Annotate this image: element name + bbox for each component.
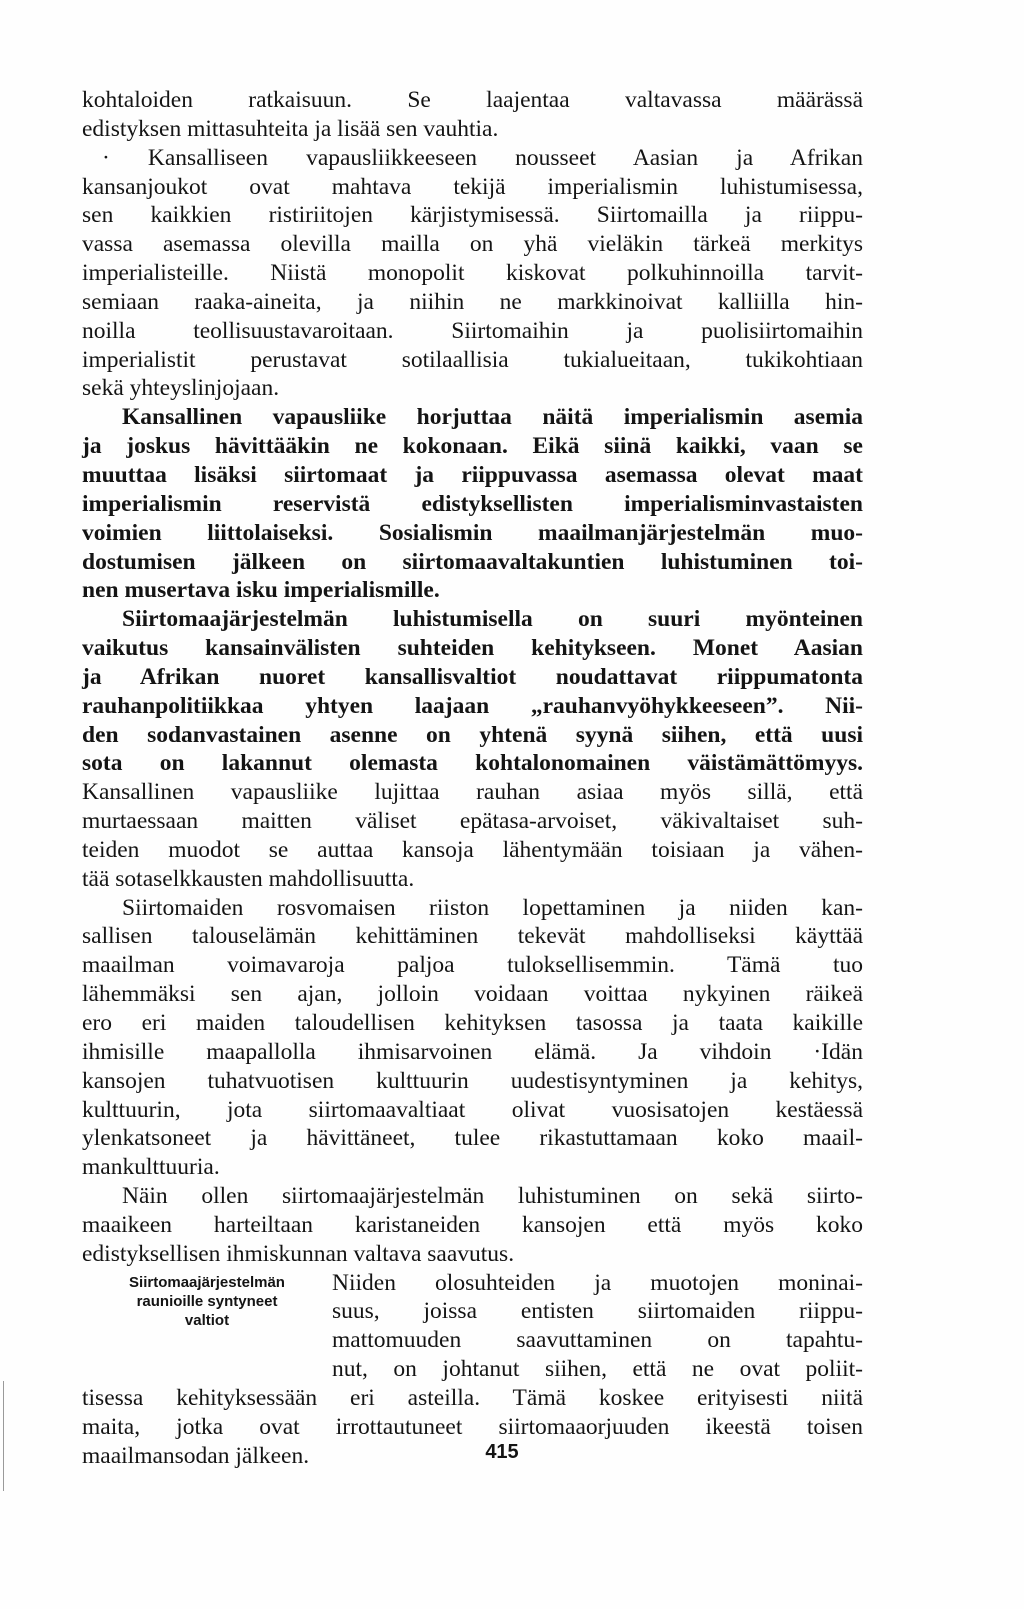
text-line: edistyksen mittasuhteita ja lisää sen vauhtia.	[82, 115, 499, 142]
text-line: kansojen tuhatvuotisen kulttuurin uudestisyntyminen ja kehitys,	[82, 1067, 863, 1094]
text-line: teiden muodot se auttaa kansoja lähentymään toisiaan ja vähen-	[82, 836, 863, 863]
text-line: maaikeen harteiltaan karistaneiden kansojen että myös koko	[82, 1211, 863, 1238]
text-line: imperialisteille. Niistä monopolit kiskovat polkuhinnoilla tarvit-	[82, 260, 863, 287]
side-heading-row	[82, 1269, 863, 1384]
text-line: voimien liittolaiseksi. Sosialismin maailmanjärjestelmän muo-	[82, 519, 863, 546]
text-line: edistyksellisen ihmiskunnan valtava saavutus.	[82, 1240, 515, 1267]
text-line: den sodanvastainen asenne on yhtenä syynä siihen, että uusi	[82, 721, 863, 748]
side-text-lines	[332, 1269, 863, 1384]
text-line: ero eri maiden taloudellisen kehityksen tasossa ja taata kaikille	[82, 1010, 863, 1036]
paragraph-2	[82, 144, 863, 404]
text-line: imperialistit perustavat sotilaallisia tukialueitaan, tukikohtiaan	[82, 346, 863, 373]
text-line: imperialismin reservistä edistyksellisten imperialisminvastaisten	[82, 490, 863, 517]
text-line: kohtaloiden ratkaisuun. Se laajentaa valtavassa määrässä	[82, 87, 863, 113]
text-line: murtaessaan maitten väliset epätasa-arvoiset, väkivaltaiset suh-	[82, 808, 863, 835]
text-line: · Kansalliseen vapausliikkeeseen nousseet Aasian ja Afrikan	[102, 144, 863, 171]
text-line: semiaan raaka-aineita, ja niihin ne markkinoivat kalliilla hin-	[82, 288, 863, 315]
text-line: ja Afrikan nuoret kansallisvaltiot noudattavat riippumatonta	[82, 663, 863, 690]
text-line: lähemmäksi sen ajan, jolloin voidaan voittaa nykyinen räikeä	[82, 981, 863, 1008]
text-line: maailman voimavaroja paljoa tuloksellisemmin. Tämä tuo	[82, 952, 863, 979]
text-line: kansanjoukot ovat mahtava tekijä imperialismin luhistumisessa,	[82, 173, 863, 200]
text-line: nen musertava isku imperialismille.	[82, 577, 440, 604]
text-line: maailmansodan jälkeen.	[82, 1442, 310, 1469]
text-line: Siirtomaiden rosvomaisen riiston lopettaminen ja niiden kan-	[122, 894, 863, 921]
scan-margin-line	[3, 1381, 4, 1491]
text-line: vassa asemassa olevilla mailla on yhä vieläkin tärkeä merkitys	[82, 231, 863, 258]
margin-heading	[82, 1269, 332, 1330]
margin-heading-line: raunioille syntyneet	[136, 1292, 278, 1310]
paragraph-1	[82, 86, 863, 144]
text-line: muuttaa lisäksi siirtomaat ja riippuvassa asemassa olevat maat	[82, 461, 863, 488]
text-line: sallisen talouselämän kehittäminen tekevät mahdolliseksi käyttää	[82, 923, 863, 950]
text-line: Näin ollen siirtomaajärjestelmän luhistuminen on sekä siirto-	[122, 1183, 863, 1210]
margin-heading-line: Siirtomaajärjestelmän	[129, 1273, 285, 1291]
paragraph-5	[82, 894, 863, 1182]
paragraph-6	[82, 1182, 863, 1269]
text-line: sen kaikkien ristiriitojen kärjistymisessä. Siirtomailla ja riippu-	[82, 202, 863, 229]
text-line: ja joskus hävittääkin ne kokonaan. Eikä siinä kaikki, vaan se	[82, 433, 863, 460]
text-line: sota on lakannut olemasta kohtalonomainen väistämättömyys.	[82, 750, 863, 777]
body-text	[82, 86, 863, 1471]
text-line: mankulttuuria.	[82, 1154, 220, 1181]
text-line: noilla teollisuustavaroitaan. Siirtomaihin ja puolisiirtomaihin	[82, 317, 863, 344]
margin-heading-line: valtiot	[184, 1311, 230, 1329]
text-line: Siirtomaajärjestelmän luhistumisella on suuri myönteinen	[122, 606, 863, 633]
text-line: tisessa kehityksessään eri asteilla. Tämä koskee erityisesti niitä	[82, 1384, 863, 1411]
text-line: vaikutus kansainvälisten suhteiden kehitykseen. Monet Aasian	[82, 635, 863, 662]
text-line: ihmisille maapallolla ihmisarvoinen elämä. Ja vihdoin ·Idän	[82, 1038, 863, 1065]
text-line: maita, jotka ovat irrottautuneet siirtomaaorjuuden ikeestä toisen	[82, 1413, 863, 1440]
text-line: Niiden olosuhteiden ja muotojen moninai-	[332, 1269, 863, 1296]
paragraph-3	[82, 403, 863, 605]
text-line: tää sotaselkkausten mahdollisuutta.	[82, 865, 415, 892]
text-line: rauhanpolitiikkaa yhtyen laajaan „rauhanvyöhykkeeseen”. Nii-	[82, 692, 863, 719]
text-line: kulttuurin, jota siirtomaavaltiaat olivat vuosisatojen kestäessä	[82, 1096, 863, 1123]
text-line: suus, joissa entisten siirtomaiden riippu-	[332, 1298, 863, 1325]
text-line: nut, on johtanut siihen, että ne ovat poliit-	[332, 1356, 863, 1383]
text-line: Kansallinen vapausliike horjuttaa näitä imperialismin asemia	[122, 404, 863, 431]
text-line: Kansallinen vapausliike lujittaa rauhan asiaa myös sillä, että	[82, 779, 863, 806]
text-line: ylenkatsoneet ja hävittäneet, tulee rikastuttamaan koko maail-	[82, 1125, 863, 1152]
text-line: sekä yhteyslinjojaan.	[82, 375, 280, 402]
page-number: 415	[485, 1441, 519, 1463]
text-line: dostumisen jälkeen on siirtomaavaltakuntien luhistuminen toi-	[82, 548, 863, 575]
paragraph-4	[82, 605, 863, 893]
text-line: mattomuuden saavuttaminen on tapahtu-	[332, 1327, 863, 1354]
